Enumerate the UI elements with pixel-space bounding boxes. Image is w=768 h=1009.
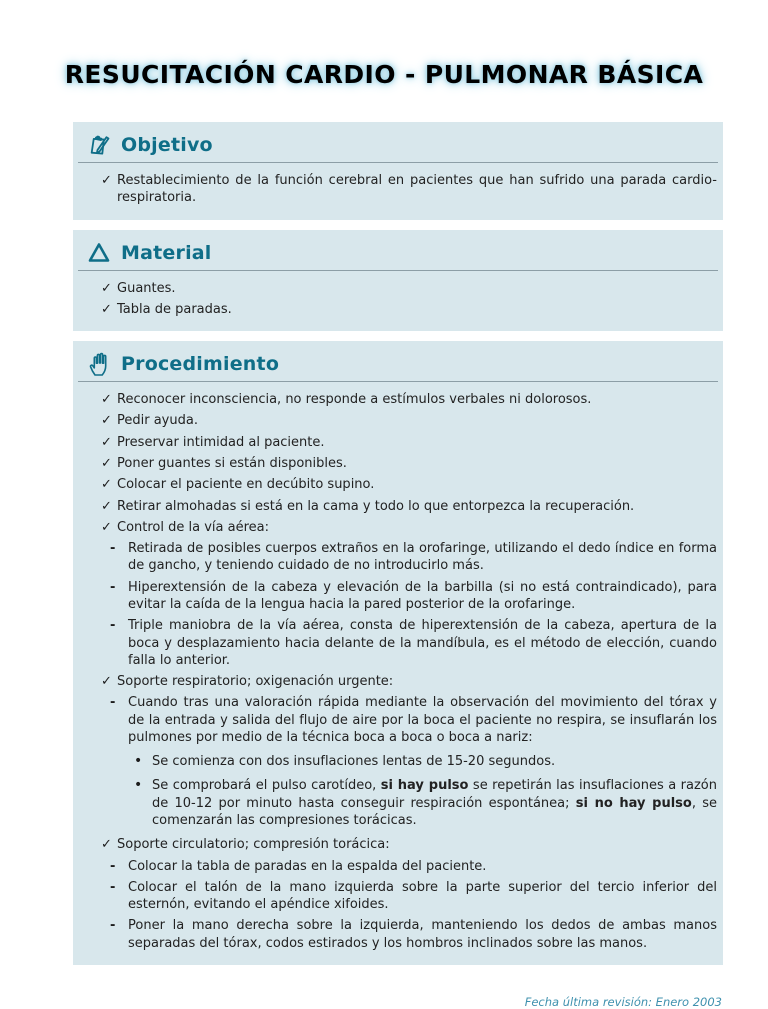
check-marker-icon: ✓ [101, 392, 112, 408]
bullet-marker-icon: • [134, 777, 143, 794]
list-item-dash [73, 540, 717, 575]
list-item-text: Pedir ayuda. [117, 413, 198, 429]
list-item-text: Restablecimiento de la función cerebral en pacientes que han sufrido una parada cardio-respiratoria. [117, 173, 717, 206]
header-divider [78, 270, 718, 271]
list-item-bullet [73, 753, 717, 770]
check-marker-icon: ✓ [101, 301, 112, 317]
dash-marker-icon: - [110, 579, 116, 595]
list-item-check [73, 673, 717, 690]
list-item-check [73, 498, 717, 515]
list-item-check [73, 476, 717, 493]
list-item-text: Se comprobará el pulso carotídeo, si hay pulso se repetirán las insuflaciones a razón de 10-12 por minuto hasta conseguir respiración espontánea; si no hay pulso, se comenzarán las compresiones torácicas. [152, 778, 718, 829]
section-title: Material [121, 241, 212, 264]
list-item-text: Retirada de posibles cuerpos extraños en la orofaringe, utilizando el dedo índice en forma de gancho, y teniendo cuidado de no introducirlo más. [128, 541, 717, 574]
list-item-text: Poner guantes si están disponibles. [117, 455, 347, 471]
list-item-text: Reconocer inconsciencia, no responde a estímulos verbales ni dolorosos. [117, 392, 592, 408]
clipboard-pen-icon [86, 132, 112, 158]
list-item-text: Cuando tras una valoración rápida mediante la observación del movimiento del tórax y de la entrada y salida del flujo de aire por la boca el paciente no respira, se insuflarán los pulmones por medio de la técnica boca a boca o boca a nariz: [128, 695, 717, 745]
list-item-dash [73, 917, 717, 952]
list-item-text: Poner la mano derecha sobre la izquierda, manteniendo los dedos de ambas manos separadas del tórax, codos estirados y los hombros inclinados sobre las manos. [128, 918, 717, 951]
page-title: RESUCITACIÓN CARDIO - PULMONAR BÁSICA [64, 60, 704, 89]
list-item-check [73, 836, 717, 853]
check-marker-icon: ✓ [101, 413, 112, 429]
revision-date: Fecha última revisión: Enero 2003 [524, 995, 722, 1009]
list-item-text: Triple maniobra de la vía aérea, consta de hiperextensión de la cabeza, apertura de la boca y desplazamiento hacia delante de la mandíbula, es el método de elección, cuando falla lo anterior. [128, 618, 717, 668]
list-item-check [73, 172, 717, 207]
section-title: Procedimiento [121, 353, 280, 376]
section-header-objetivo [73, 131, 723, 161]
list-item-check [73, 434, 717, 451]
list-item-text: Hiperextensión de la cabeza y elevación de la barbilla (si no está contraindicado), para evitar la caída de la lengua hacia la pared posterior de la orofaringe. [128, 579, 717, 612]
list-item-text: Guantes. [117, 280, 176, 296]
list-item-text: Soporte respiratorio; oxigenación urgente: [117, 674, 394, 690]
section-procedimiento [73, 341, 723, 965]
list-item-check [73, 412, 717, 429]
objetivo-list [73, 172, 723, 207]
list-item-text: Tabla de paradas. [117, 301, 232, 317]
list-item-dash [73, 879, 717, 914]
list-item-text: Control de la vía aérea: [117, 519, 269, 535]
list-item-text: Se comienza con dos insuflaciones lentas de 15-20 segundos. [152, 754, 556, 770]
list-item-text: Colocar el talón de la mano izquierda sobre la parte superior del tercio inferior del esternón, evitando el apéndice xifoides. [128, 879, 717, 913]
check-marker-icon: ✓ [101, 173, 112, 188]
section-material [73, 230, 723, 332]
check-marker-icon: ✓ [101, 455, 112, 471]
section-header-material [73, 239, 723, 269]
check-marker-icon: ✓ [101, 477, 112, 493]
dash-marker-icon: - [110, 541, 116, 557]
section-header-procedimiento [73, 350, 723, 380]
dash-marker-icon: - [110, 618, 116, 634]
dash-marker-icon: - [110, 879, 116, 895]
dash-marker-icon: - [110, 858, 116, 874]
dash-marker-icon: - [110, 695, 116, 711]
list-item-check [73, 519, 717, 536]
list-item-text: Preservar intimidad al paciente. [117, 434, 325, 450]
section-objetivo [73, 122, 723, 220]
triangle-icon [86, 240, 112, 266]
header-divider [78, 381, 718, 382]
check-marker-icon: ✓ [101, 674, 112, 690]
check-marker-icon: ✓ [101, 837, 112, 853]
list-item-check [73, 280, 717, 297]
check-marker-icon: ✓ [101, 434, 112, 450]
list-item-dash [73, 617, 717, 669]
list-item-check [73, 391, 717, 408]
header-divider [78, 162, 718, 163]
check-marker-icon: ✓ [101, 280, 112, 296]
check-marker-icon: ✓ [101, 519, 112, 535]
list-item-check [73, 455, 717, 472]
procedimiento-list [73, 391, 723, 952]
list-item-text: Colocar la tabla de paradas en la espalda del paciente. [128, 858, 487, 874]
list-item-text: Colocar el paciente en decúbito supino. [117, 477, 375, 493]
section-title: Objetivo [121, 134, 213, 156]
list-item-dash [73, 694, 717, 746]
material-list [73, 280, 723, 319]
hand-icon [86, 351, 112, 377]
list-item-dash [73, 858, 717, 875]
list-item-bullet [73, 777, 717, 829]
document-body [73, 122, 723, 1009]
list-item-text: Soporte circulatorio; compresión torácica: [117, 837, 390, 853]
list-item-dash [73, 579, 717, 614]
bullet-marker-icon: • [134, 753, 143, 770]
list-item-check [73, 301, 717, 318]
check-marker-icon: ✓ [101, 498, 112, 514]
dash-marker-icon: - [110, 918, 116, 934]
list-item-text: Retirar almohadas si está en la cama y todo lo que entorpezca la recuperación. [117, 498, 635, 514]
